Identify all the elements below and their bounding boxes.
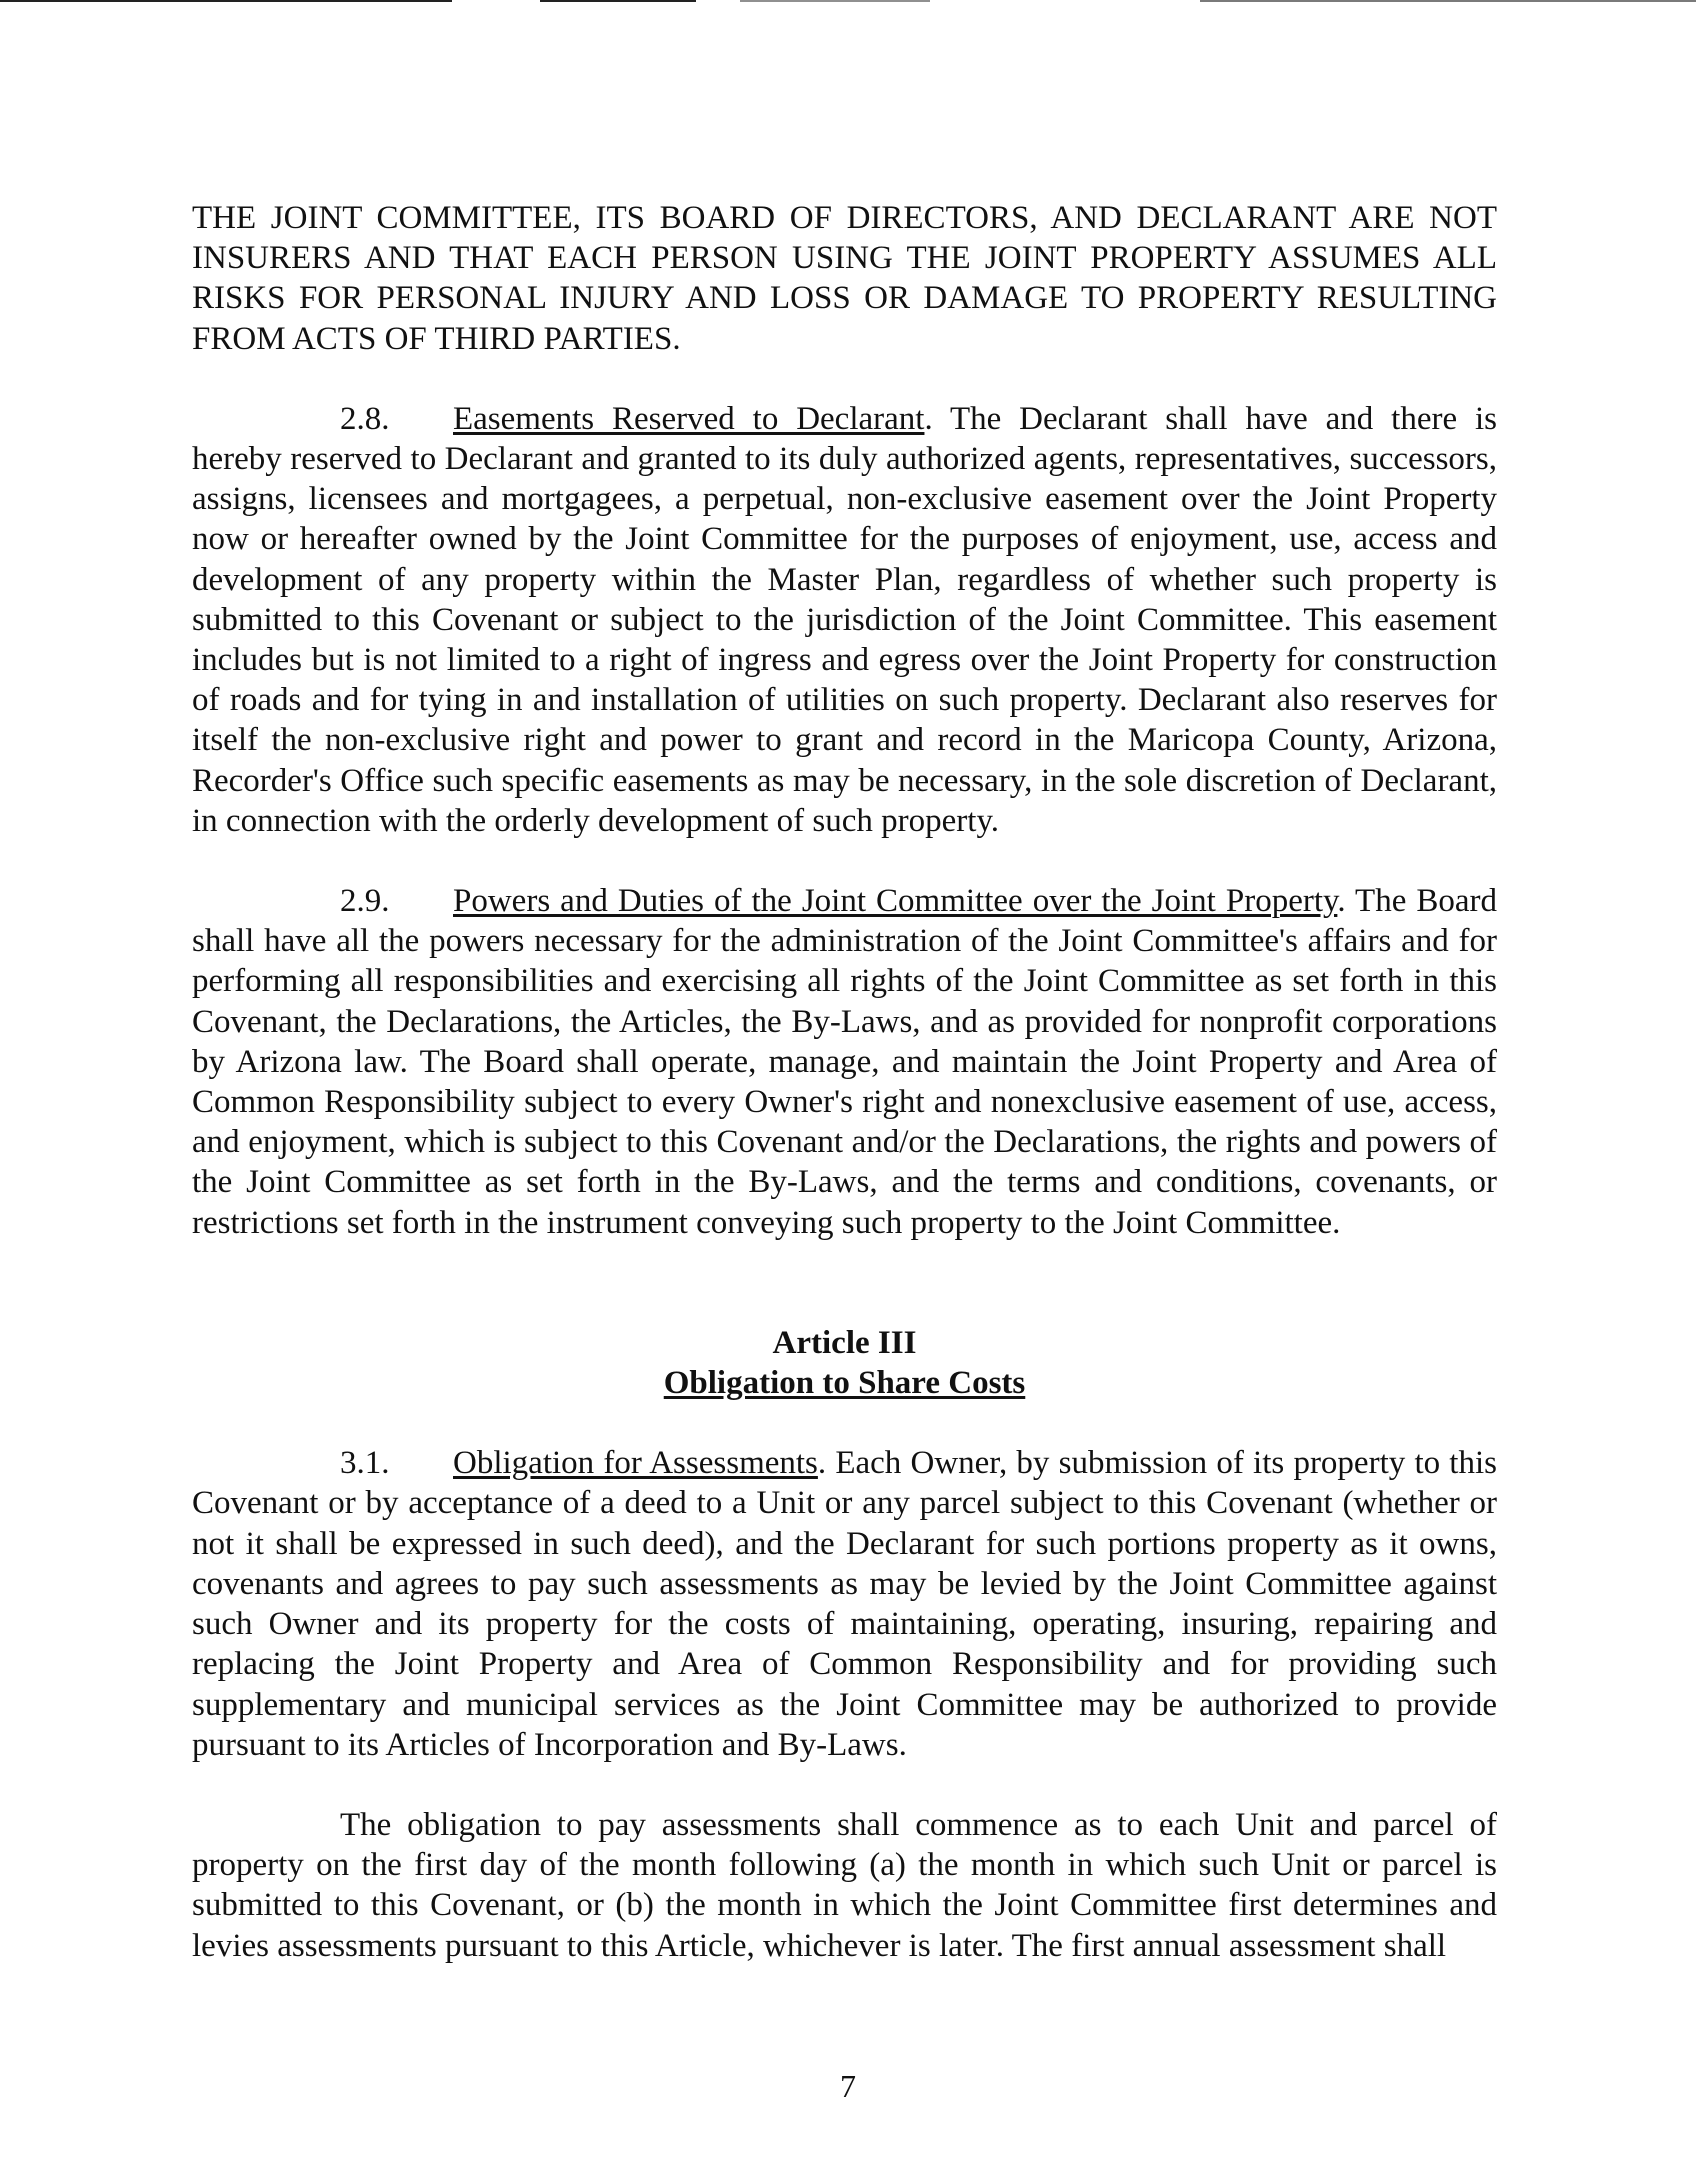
article-subtitle: Obligation to Share Costs: [663, 1365, 1026, 1402]
scan-edge-line: [540, 0, 696, 2]
section-number: 2.8.: [340, 400, 390, 437]
section-body: . The Board shall have all the powers necessary for the administration of the Joint Committee's affairs and for performing all responsibilities and exercising all rights of the Joint Committee as set forth in this Covenant, the Declarations, the Articles, the By-Laws, and as provided for nonprofit corporations by Arizona law. The Board shall operate, manage, and maintain the Joint Property and Area of Common Responsibility subject to every Owner's right and nonexclusive easement of use, access, and enjoyment, which is subject to this Covenant and/or the Declarations, the rights and powers of the Joint Committee as set forth in the By-Laws, and the terms and conditions, covenants, or restrictions set forth in the instrument conveying such property to the Joint Committee.: [192, 883, 1498, 1241]
section-body: . The Declarant shall have and there is hereby reserved to Declarant and granted to its duly authorized agents, representatives, successors, assigns, licensees and mortgagees, a perpetual, non-exclusive easement over the Joint Property now or hereafter owned by the Joint Committee for the purposes of enjoyment, use, access and development of any property within the Master Plan, regardless of whether such property is submitted to this Covenant or subject to the jurisdiction of the Joint Committee. This easement includes but is not limited to a right of ingress and egress over the Joint Property for construction of roads and for tying in and installation of utilities on such property. Declarant also reserves for itself the non-exclusive right and power to grant and record in the Maricopa County, Arizona, Recorder's Office such specific easements as may be necessary, in the sole discretion of Declarant, in connection with the orderly development of such property.: [192, 400, 1498, 839]
section-heading: Obligation for Assessments: [453, 1445, 818, 1482]
scan-edge-line: [1200, 0, 1696, 2]
scan-edge-line: [740, 0, 930, 2]
assessment-commencement-paragraph: The obligation to pay assessments shall commence as to each Unit and parcel of property on the first day of the month following (a) the month in which such Unit or parcel is submitted to this Covenant, or (b) the month in which the Joint Committee first determines and levies assessments pursuant to this Article, whichever is later. The first annual assessment shall: [192, 1806, 1497, 1964]
section-number: 2.9.: [340, 883, 390, 920]
section-heading: Powers and Duties of the Joint Committee over the Joint Property: [453, 883, 1338, 920]
disclaimer-paragraph: THE JOINT COMMITTEE, ITS BOARD OF DIRECTORS, AND DECLARANT ARE NOT INSURERS AND THAT EACH PERSON USING THE JOINT PROPERTY ASSUMES ALL RISKS FOR PERSONAL INJURY AND LOSS OR DAMAGE TO PROPERTY RESULTING FROM ACTS OF THIRD PARTIES.: [192, 200, 1497, 357]
document-page: [192, 198, 1497, 1966]
page-number: 7: [840, 2068, 856, 2104]
scan-edge-line: [0, 0, 452, 2]
article-heading: [192, 1323, 1497, 1403]
section-2-9: [192, 881, 1497, 1243]
section-number: 3.1.: [340, 1445, 390, 1482]
article-title: Article III: [772, 1324, 917, 1361]
section-3-1: [192, 1443, 1497, 1765]
section-2-8: [192, 399, 1497, 841]
section-body: . Each Owner, by submission of its property to this Covenant or by acceptance of a deed to a Unit or any parcel subject to this Covenant (whether or not it shall be expressed in such deed), and the Declarant for such portions property as it owns, covenants and agrees to pay such assessments as may be levied by the Joint Committee against such Owner and its property for the costs of maintaining, operating, insuring, repairing and replacing the Joint Property and Area of Common Responsibility and for providing such supplementary and municipal services as the Joint Committee may be authorized to provide pursuant to its Articles of Incorporation and By-Laws.: [192, 1445, 1497, 1763]
section-heading: Easements Reserved to Declarant: [453, 400, 925, 437]
